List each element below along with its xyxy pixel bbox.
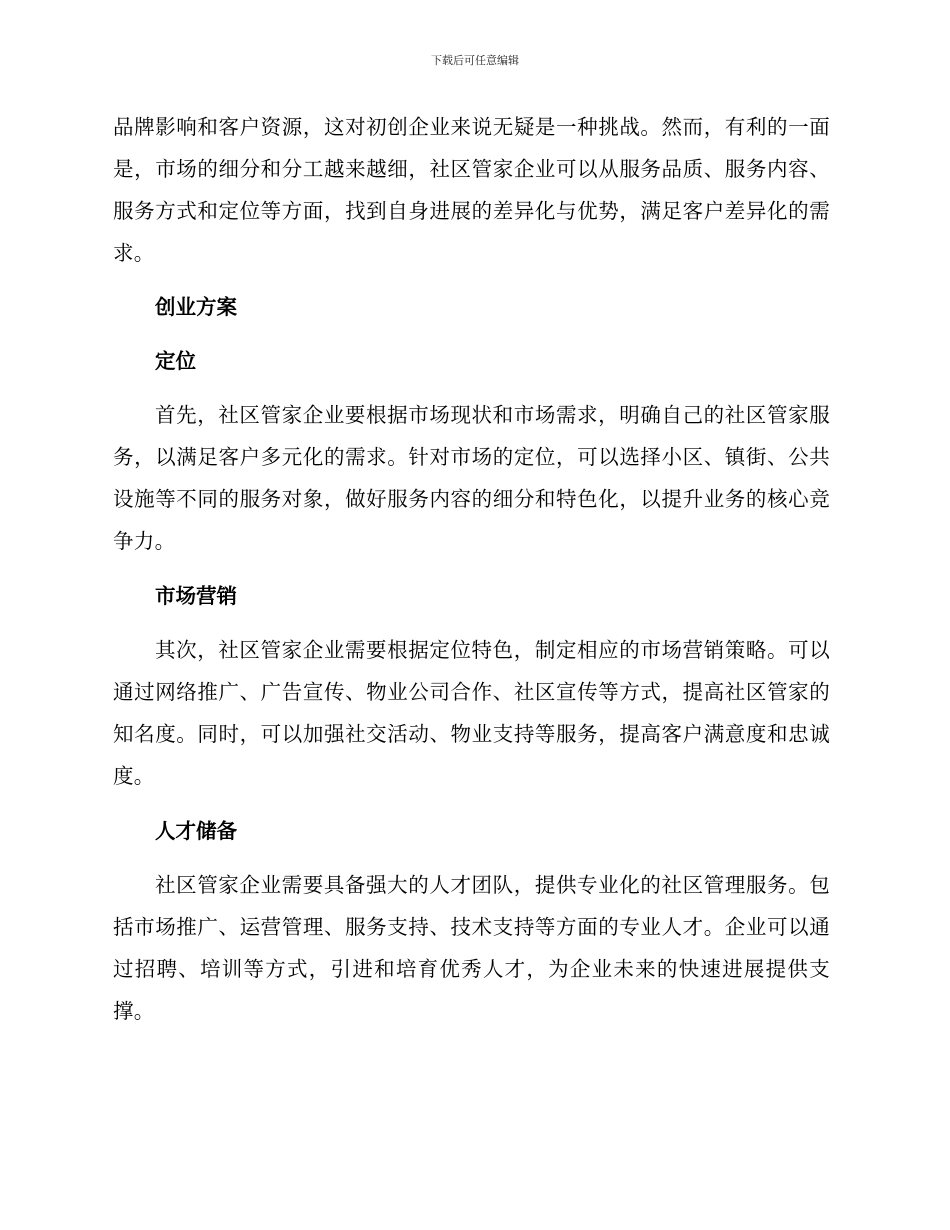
marketing-paragraph: 其次，社区管家企业需要根据定位特色，制定相应的市场营销策略。可以通过网络推广、广告宣传、物业公司合作、社区宣传等方式，提高社区管家的知名度。同时，可以加强社交活动、物业支持等服务，提高客户满意度和忠诚度。	[113, 638, 830, 788]
intro-paragraph: 品牌影响和客户资源，这对初创企业来说无疑是一种挑战。然而，有利的一面是，市场的细分和分工越来越细，社区管家企业可以从服务品质、服务内容、服务方式和定位等方面，找到自身进展的差异化与优势，满足客户差异化的需求。	[113, 115, 830, 265]
positioning-paragraph: 首先，社区管家企业要根据市场现状和市场需求，明确自己的社区管家服务，以满足客户多元化的需求。针对市场的定位，可以选择小区、镇街、公共设施等不同的服务对象，做好服务内容的细分和特色化，以提升业务的核心竞争力。	[113, 403, 830, 553]
talent-heading: 人才储备	[155, 819, 237, 843]
marketing-heading: 市场营销	[155, 584, 237, 608]
page-header-note: 下载后可任意编辑	[431, 54, 519, 67]
positioning-heading: 定位	[155, 349, 196, 373]
document-body	[113, 106, 830, 1032]
talent-paragraph: 社区管家企业需要具备强大的人才团队，提供专业化的社区管理服务。包括市场推广、运营管理、服务支持、技术支持等方面的专业人才。企业可以通过招聘、培训等方式，引进和培育优秀人才，为企业未来的快速进展提供支撑。	[113, 873, 830, 1023]
plan-heading: 创业方案	[155, 295, 237, 319]
